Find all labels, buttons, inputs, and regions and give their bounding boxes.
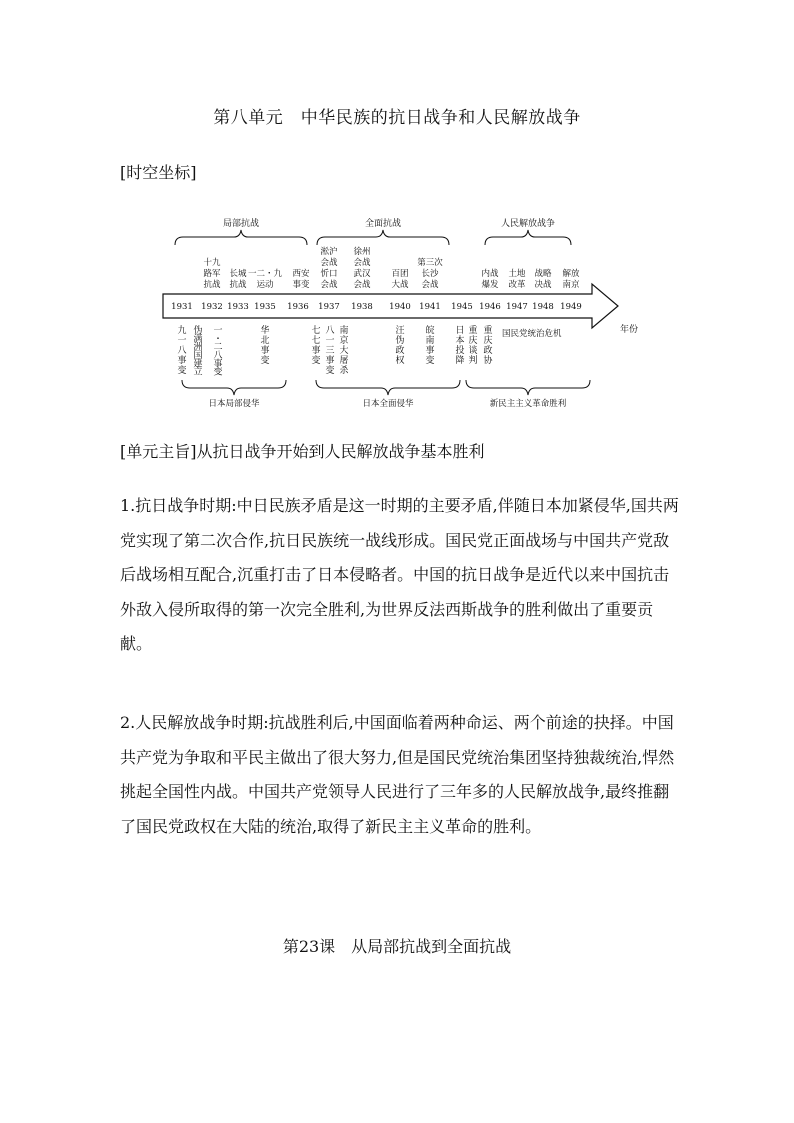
- event-above-7: 第三次长沙会战: [417, 258, 443, 290]
- year-label-1945: 1945: [451, 302, 473, 312]
- year-label-1935: 1935: [254, 302, 276, 312]
- year-label-1937: 1937: [318, 302, 340, 312]
- event-below-9: 日本投降: [455, 326, 465, 366]
- period-top-full: 全面抗战: [364, 219, 402, 229]
- lesson-title: 第23课 从局部抗战到全面抗战: [282, 937, 512, 956]
- coordinate-label: [时空坐标]: [120, 163, 197, 182]
- event-below-2: 一・二八事变: [213, 326, 223, 378]
- brace-bottom-liberation: [466, 380, 590, 395]
- event-above-2: 一二・九运动: [247, 269, 283, 290]
- event-above-10: 战略决战: [534, 269, 552, 290]
- year-label-1946: 1946: [479, 302, 501, 312]
- year-label-1948: 1948: [532, 302, 554, 312]
- paragraph-anti-japanese-war: 1.抗日战争时期:中日民族矛盾是这一时期的主要矛盾,伴随日本加紧侵华,国共两党实现了第二次合作,抗日民族统一战线形成。国民党正面战场与中国共产党敌后战场相互配合,沉重打击了日本侵略者。中国的抗日战争是近代以来中国抗击外敌入侵所取得的第一次完全胜利,为世界反法西斯战争的胜利做出了重要贡献。: [120, 496, 679, 653]
- year-label-1931: 1931: [171, 302, 193, 312]
- year-label-1932: 1932: [201, 302, 223, 312]
- event-below-10: 重庆谈判: [468, 326, 478, 366]
- brace-top-full: [317, 230, 449, 245]
- event-below-5: 八一三事变: [325, 326, 335, 376]
- event-above-8: 内战爆发: [481, 269, 499, 290]
- event-above-0: 十九路军抗战: [203, 258, 221, 290]
- year-label-1940: 1940: [389, 302, 411, 312]
- event-above-3: 西安事变: [292, 269, 310, 290]
- unit-title: 第八单元 中华民族的抗日战争和人民解放战争: [213, 108, 581, 128]
- event-below-3: 华北事变: [260, 326, 270, 366]
- event-above-1: 长城抗战: [229, 269, 247, 290]
- year-label-1933: 1933: [227, 302, 249, 312]
- year-label-1938: 1938: [351, 302, 373, 312]
- brace-top-liberation: [485, 230, 571, 245]
- event-below-8: 皖南事变: [425, 326, 435, 366]
- event-above-9: 土地改革: [508, 269, 526, 290]
- event-above-11: 解放南京: [562, 269, 580, 290]
- event-above-4: 淞沪会战忻口会战: [320, 247, 338, 290]
- period-bottom-liberation: 新民主主义革命胜利: [489, 399, 567, 409]
- unit-purpose: [单元主旨]从抗日战争开始到人民解放战争基本胜利: [120, 442, 485, 461]
- event-below-4: 七七事变: [311, 326, 321, 366]
- period-top-liberation: 人民解放战争: [500, 219, 556, 229]
- event-below-0: 九一八事变: [177, 326, 187, 376]
- brace-bottom-full: [316, 380, 460, 395]
- year-label-1936: 1936: [287, 302, 309, 312]
- year-label-1947: 1947: [506, 302, 528, 312]
- period-bottom-full: 日本全面侵华: [362, 399, 414, 409]
- event-below-1: 伪满洲国建立: [193, 326, 203, 378]
- event-below-7: 汪伪政权: [395, 326, 405, 366]
- event-below-6: 南京大屠杀: [339, 326, 349, 376]
- paragraph-liberation-war: 2.人民解放战争时期:抗战胜利后,中国面临着两种命运、两个前途的抉择。中国共产党为争取和平民主做出了很大努力,但是国民党统治集团坚持独裁统治,悍然挑起全国性内战。中国共产党领导人民进行了三年多的人民解放战争,最终推翻了国民党政权在大陆的统治,取得了新民主主义革命的胜利。: [120, 713, 675, 836]
- event-above-6: 百团大战: [391, 269, 409, 290]
- year-label-1949: 1949: [560, 302, 582, 312]
- axis-label: 年份: [620, 325, 639, 335]
- timeline-diagram: [160, 205, 639, 415]
- year-label-1941: 1941: [419, 302, 441, 312]
- event-below-nationalist-crisis: 国民党统治危机: [502, 329, 562, 339]
- brace-top-local: [175, 230, 307, 245]
- event-above-5: 徐州会战武汉会战: [353, 247, 371, 290]
- event-below-11: 重庆政协: [483, 326, 493, 366]
- period-bottom-local: 日本局部侵华: [208, 399, 260, 409]
- period-top-local: 局部抗战: [222, 219, 260, 229]
- brace-bottom-local: [182, 380, 286, 395]
